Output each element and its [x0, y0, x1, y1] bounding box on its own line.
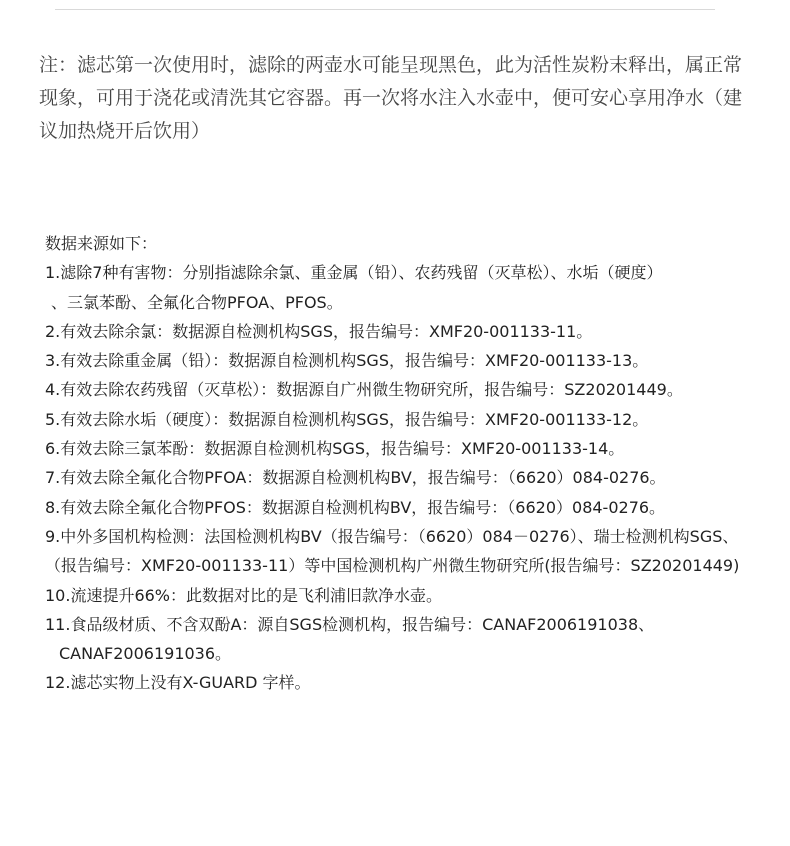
data-sources	[45, 229, 785, 698]
source-line: 2.有效去除余氯：数据源自检测机构SGS，报告编号：XMF20-001133-11。	[45, 321, 593, 341]
source-line: 7.有效去除全氟化合物PFOA：数据源自检测机构BV，报告编号：（6620）084-0276。	[45, 468, 666, 488]
source-line: 5.有效去除水垢（硬度）：数据源自检测机构SGS，报告编号：XMF20-001133-12。	[45, 409, 649, 429]
source-line: CANAF2006191036。	[59, 644, 232, 664]
source-line: 10.流速提升66%：此数据对比的是飞利浦旧款净水壶。	[45, 585, 443, 605]
note-line: 注：滤芯第一次使用时，滤除的两壶水可能呈现黑色，此为活性炭粉末释出，属正常	[39, 54, 743, 76]
source-line: （报告编号：XMF20-001133-11）等中国检测机构广州微生物研究所(报告编号：SZ20201449)	[45, 556, 740, 576]
note-line: 议加热烧开后饮用）	[39, 120, 211, 142]
source-line: 3.有效去除重金属（铅）：数据源自检测机构SGS，报告编号：XMF20-001133-13。	[45, 351, 649, 371]
source-line: 11.食品级材质、不含双酚A：源自SGS检测机构，报告编号：CANAF2006191038、	[45, 614, 655, 634]
sources-heading: 数据来源如下：	[45, 234, 158, 253]
source-line: 6.有效去除三氯苯酚：数据源自检测机构SGS，报告编号：XMF20-001133-14。	[45, 439, 625, 459]
source-line: 8.有效去除全氟化合物PFOS：数据源自检测机构BV，报告编号：（6620）084-0276。	[45, 497, 666, 517]
source-line: 12.滤芯实物上没有X-GUARD 字样。	[45, 673, 311, 693]
source-line: 9.中外多国机构检测：法国检测机构BV（报告编号：（6620）084－0276）、瑞士检测机构SGS、	[45, 526, 739, 546]
top-divider	[55, 9, 715, 10]
source-line: 4.有效去除农药残留（灭草松）：数据源自广州微生物研究所，报告编号：SZ20201449。	[45, 380, 683, 400]
source-line: 、三氯苯酚、全氟化合物PFOA、PFOS。	[51, 292, 343, 312]
note-line: 现象，可用于浇花或清洗其它容器。再一次将水注入水壶中，便可安心享用净水（建	[39, 87, 743, 109]
source-line: 1.滤除7种有害物：分别指滤除余氯、重金属（铅）、农药残留（灭草松）、水垢（硬度）	[45, 263, 663, 283]
usage-note	[39, 49, 754, 148]
